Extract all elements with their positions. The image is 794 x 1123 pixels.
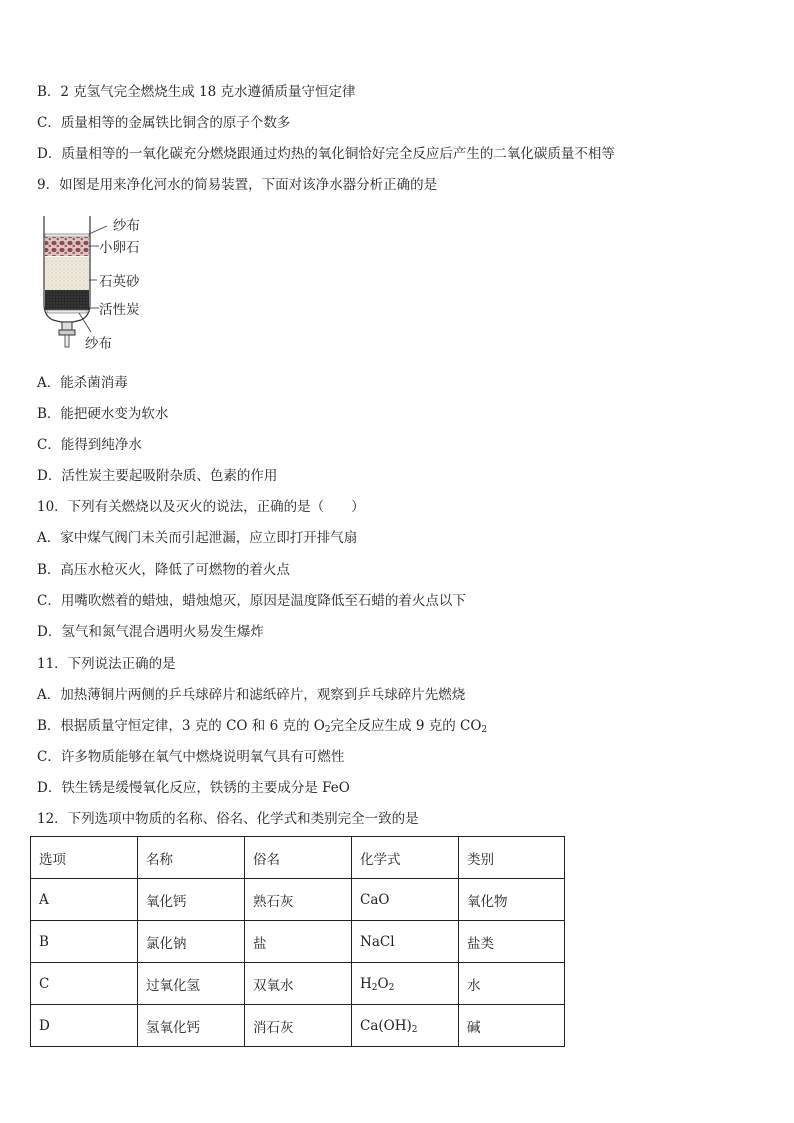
q10-option-a: A．家中煤气阀门未关而引起泄漏，应立即打开排气扇 [37,530,358,546]
q9-option-d: D．活性炭主要起吸附杂质、色素的作用 [37,468,278,484]
label-bottom-gauze: 纱布 [85,336,112,352]
q10-option-d: D．氢气和氮气混合遇明火易发生爆炸 [37,624,264,640]
label-quartz-sand: 石英砂 [99,274,140,290]
cell-common-name: 双氧水 [245,963,352,1005]
table-row [31,921,565,963]
cell-option: C [31,963,138,1005]
cell-common-name: 消石灰 [245,1005,352,1047]
q12-stem: 12．下列选项中物质的名称、俗名、化学式和类别完全一致的是 [37,811,419,827]
q10-stem: 10．下列有关燃烧以及灭火的说法，正确的是（ ） [37,499,365,515]
table-header-row [31,837,565,879]
cell-option: D [31,1005,138,1047]
q9-stem: 9．如图是用来净化河水的简易装置，下面对该净水器分析正确的是 [37,177,438,193]
q11-option-b-text-2: 完全反应生成 9 克的 CO [330,718,482,734]
cell-formula [352,963,459,1005]
q8-option-c: C．质量相等的金属铁比铜含的原子个数多 [37,115,291,131]
cell-common-name: 熟石灰 [245,879,352,921]
header-category: 类别 [459,837,565,879]
q9-option-b: B．能把硬水变为软水 [37,406,169,422]
label-top-gauze: 纱布 [113,218,140,234]
q11-option-b [37,717,487,735]
q11-option-d: D．铁生锈是缓慢氧化反应，铁锈的主要成分是 FeO [37,780,350,796]
formula-part: H [360,975,372,992]
q10-option-c: C．用嘴吹燃着的蜡烛，蜡烛熄灭，原因是温度降低至石蜡的着火点以下 [37,593,466,609]
header-formula: 化学式 [352,837,459,879]
q10-option-b: B．高压水枪灭火，降低了可燃物的着火点 [37,562,290,578]
cell-name: 过氧化氢 [138,963,245,1005]
label-activated-carbon: 活性炭 [99,302,140,318]
cell-formula: CaO [352,879,459,921]
cell-category: 水 [459,963,565,1005]
q11-option-a: A．加热薄铜片两侧的乒乓球碎片和滤纸碎片，观察到乒乓球碎片先燃烧 [37,687,466,703]
header-common-name: 俗名 [245,837,352,879]
cell-option: A [31,879,138,921]
table-row [31,963,565,1005]
cell-category: 碱 [459,1005,565,1047]
q11-stem: 11．下列说法正确的是 [37,656,176,672]
q11-option-c: C．许多物质能够在氧气中燃烧说明氧气具有可燃性 [37,749,345,765]
formula-subscript: 2 [411,1024,418,1035]
cell-common-name: 盐 [245,921,352,963]
q9-option-a: A．能杀菌消毒 [37,375,128,391]
water-filter-figure [35,212,165,357]
q12-table [30,836,565,1047]
q8-option-d: D．质量相等的一氧化碳充分燃烧跟通过灼热的氧化铜恰好完全反应后产生的二氧化碳质量不相等 [37,146,615,162]
formula-part: O [377,975,389,992]
label-pebbles: 小卵石 [99,240,140,256]
q11-option-b-sub-1: 2 [324,725,331,735]
table-row [31,1005,565,1047]
header-option: 选项 [31,837,138,879]
q8-option-b: B．2 克氢气完全燃烧生成 18 克水遵循质量守恒定律 [37,84,356,100]
cell-name: 氢氧化钙 [138,1005,245,1047]
cell-name: 氯化钠 [138,921,245,963]
cell-category: 氧化物 [459,879,565,921]
cell-formula [352,1005,459,1047]
header-name: 名称 [138,837,245,879]
cell-name: 氧化钙 [138,879,245,921]
q9-option-c: C．能得到纯净水 [37,437,142,453]
q11-option-b-sub-2: 2 [481,725,488,735]
table-row [31,879,565,921]
cell-category: 盐类 [459,921,565,963]
formula-subscript: 2 [371,982,378,993]
cell-option: B [31,921,138,963]
formula-part: Ca(OH) [360,1017,412,1034]
q11-option-b-text-1: B．根据质量守恒定律，3 克的 CO 和 6 克的 O [37,718,325,734]
formula-subscript: 2 [388,982,395,993]
cell-formula: NaCl [352,921,459,963]
